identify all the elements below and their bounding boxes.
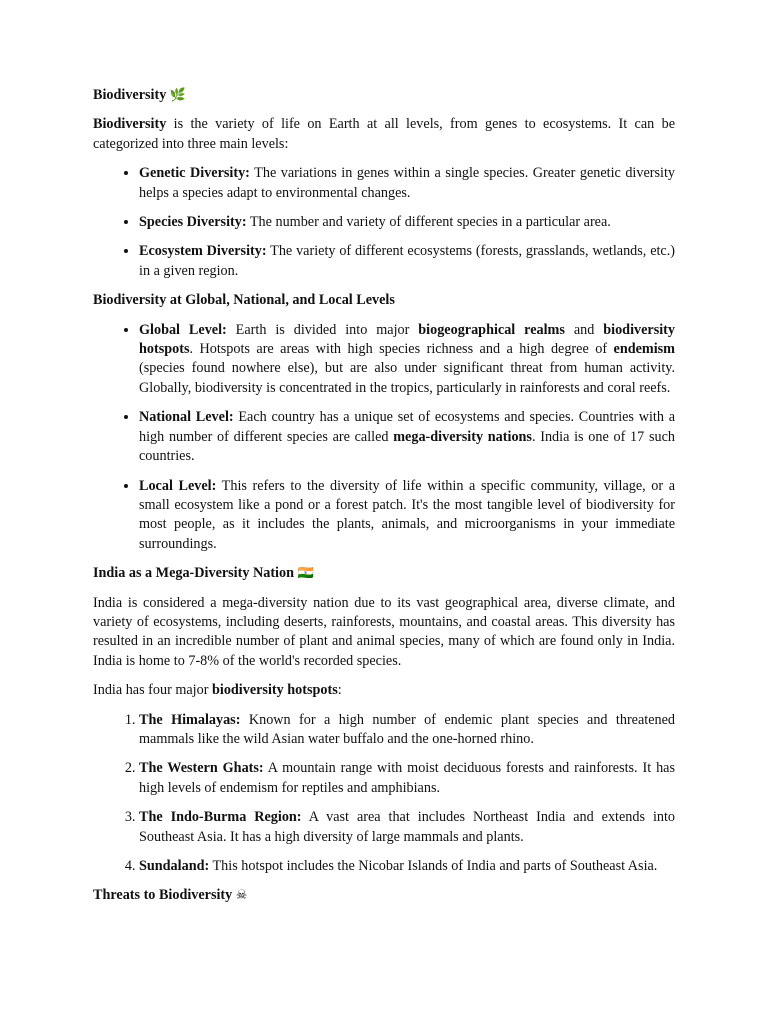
biodiversity-intro <box>93 115 675 154</box>
list-item-text: A vast area that includes Northeast India and extends into Southeast Asia. It has a high diversity of large mammals and plants. <box>139 809 676 845</box>
text-run: This refers to the diversity of life within a specific community, village, or a small ecosystem like a pond or a forest patch. It's the most tangible level of biodiversity for most people, as it includes the plants, animals, and microorganisms in your immediate surroundings. <box>139 477 676 552</box>
geographic-levels-list <box>93 321 675 554</box>
list-item-ecosystem-diversity <box>139 242 675 281</box>
hotspots-list <box>93 711 675 877</box>
bold-term: biodiversity hotspots <box>211 682 338 699</box>
text-run: Each country has a unique set of ecosystems and species. Countries with a high number of different species are called <box>139 409 676 445</box>
list-item-text: The number and variety of different species in a particular area. <box>246 214 611 231</box>
list-item-national-level <box>139 408 675 466</box>
bold-term: endemism <box>613 341 675 358</box>
list-item-label: The Western Ghats: <box>139 760 264 777</box>
heading-levels: Biodiversity at Global, National, and Local Levels <box>93 292 395 309</box>
list-item-text: This hotspot includes the Nicobar Islands of India and parts of Southeast Asia. <box>209 858 658 874</box>
list-item-label: Genetic Diversity: <box>139 165 250 182</box>
list-item-genetic-diversity <box>139 164 675 203</box>
list-item-label: Sundaland: <box>139 858 210 874</box>
list-item-species-diversity <box>139 213 675 232</box>
biodiversity-term: Biodiversity <box>93 116 167 133</box>
india-paragraph: India is considered a mega-diversity nation due to its vast geographical area, diverse climate, and variety of ecosystems, including deserts, rainforests, mountains, and coastal areas. This diversity has resulted in an incredible number of plant and animal species, many of which are found only in India. India is home to 7-8% of the world's recorded species. <box>93 594 675 669</box>
diversity-levels-list <box>93 164 675 281</box>
document-page <box>93 86 675 916</box>
text-run: . Hotspots are areas with high species richness and a high degree of <box>189 341 614 358</box>
bold-term: biodiversity hotspots <box>139 321 675 358</box>
heading-india-text: India as a Mega-Diversity Nation <box>93 565 294 582</box>
heading-threats <box>93 886 675 905</box>
hotspots-intro <box>93 681 675 700</box>
list-item-indo-burma <box>139 808 675 847</box>
text-run: (species found nowhere else), but are also under significant threat from human activity. Globally, biodiversity is concentrated in the tropics, particularly in rainforests and coral reefs. <box>139 360 675 396</box>
list-item-text: The variations in genes within a single species. Greater genetic diversity helps a species adapt to environmental changes. <box>139 165 675 201</box>
leaf-icon: 🌿 <box>169 88 187 103</box>
text-run: . India is one of 17 such countries. <box>139 428 675 465</box>
list-item-label: National Level: <box>139 409 234 426</box>
list-item-global-level <box>139 321 675 399</box>
bold-term: mega-diversity nations <box>393 428 532 445</box>
heading-biodiversity <box>93 86 675 105</box>
heading-threats-text: Threats to Biodiversity <box>93 887 233 904</box>
heading-biodiversity-text: Biodiversity <box>93 87 167 103</box>
list-item-label: The Himalayas: <box>139 711 241 728</box>
list-item-sundaland <box>139 857 675 876</box>
bold-term: biogeographical realms <box>418 321 565 338</box>
list-item-local-level <box>139 477 675 555</box>
list-item-label: Ecosystem Diversity: <box>139 243 267 260</box>
list-item-label: Species Diversity: <box>139 214 247 231</box>
list-item-western-ghats <box>139 759 675 798</box>
text-run: India has four major <box>93 682 212 699</box>
list-item-label: Local Level: <box>139 477 217 494</box>
text-run: and <box>564 321 604 338</box>
text-run: : <box>337 682 342 699</box>
list-item-text: Known for a high number of endemic plant species and threatened mammals like the wild Asian water buffalo and the one-horned rhino. <box>139 711 675 747</box>
india-flag-icon: 🇮🇳 <box>297 566 314 582</box>
list-item-text: The variety of different ecosystems (forests, grasslands, wetlands, etc.) in a given region. <box>139 243 676 279</box>
list-item-himalayas <box>139 711 675 750</box>
list-item-text: A mountain range with moist deciduous forests and rainforests. It has high levels of endemism for reptiles and amphibians. <box>139 760 675 796</box>
text-run: Earth is divided into major <box>226 321 419 338</box>
biodiversity-intro-text: is the variety of life on Earth at all levels, from genes to ecosystems. It can be categorized into three main levels: <box>93 116 675 152</box>
list-item-label: Global Level: <box>139 321 227 338</box>
skull-crossbones-icon: ☠ <box>235 888 248 904</box>
list-item-label: The Indo-Burma Region: <box>139 809 302 826</box>
heading-india <box>93 564 675 583</box>
